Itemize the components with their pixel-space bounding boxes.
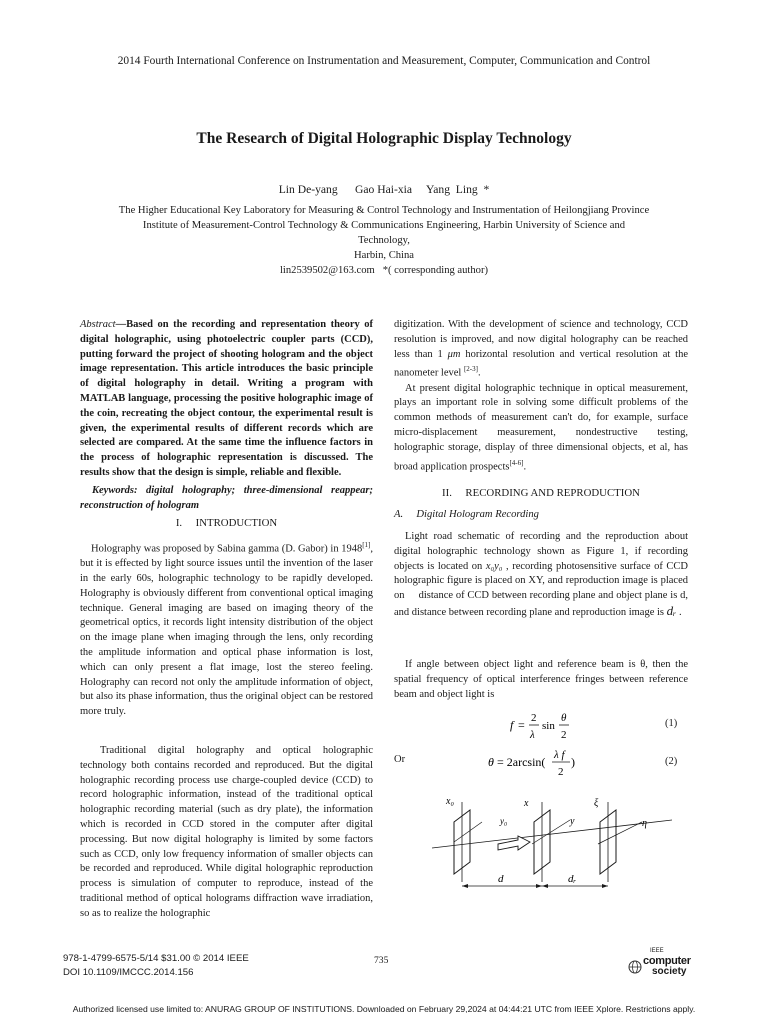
distance-d-arrow-right [536,884,542,888]
logo-ieee-text: IEEE [650,948,664,954]
label-d: d [498,873,504,885]
citation-ref-2-3: [2-3] [463,365,478,374]
label-x0: x₀ [446,796,454,807]
affiliation-line-2: Institute of Measurement-Control Technology & Communications Engineering, Harbin University of Science and Technology, [142,220,626,246]
equation-2-number: (2) [665,756,678,767]
intro-p1-text-b: , but it is effected by light source issues until the invention of the laser in the early 60s, holographic technology to be rapidly developed. Holography is obviously different from conventional optical imaging technique. General imaging are based on imaging theory of the geometrical optics, it records light intensity distribution of the object on the image plane when imaging through the lens, only recording the amplitude information and optical phase information is lost, which can only present a flat image, lost the stereo feeling. Holography can record not only the amplitude information of object, but also its phase information, thus the original object can be restored more truly. [80,543,373,718]
license-notice: Authorized licensed use limited to: ANURAG GROUP OF INSTITUTIONS. Downloaded on February 29,2024 at 04:44:21 UTC from IEEE Xplore. Restrictions apply. [72,1004,696,1014]
section-heading-recording: II. RECORDING AND REPRODUCTION [442,487,640,499]
svg-text:=: = [518,718,525,732]
y0-axis-line [454,822,482,842]
right-p1-text-a: digitization. With the development of science and technology, CCD resolution is improved, and now digital holography can be reached less than 1 [394,319,688,360]
right-p1-text-b: horizontal resolution and vertical resolution at the nanometer level [394,348,689,379]
optical-path-diagram [420,792,680,908]
right-p3-text-c: . [676,606,682,618]
label-x: x [524,798,529,809]
right-p1-text-c: . [477,367,481,379]
right-p3-text-a: Light road schematic of recording and the reproduction about digital holographic technology shown as Figure 1, if recording objects is located on [394,531,688,572]
paper-title: The Research of Digital Holographic Display Technology [196,130,572,147]
right-p2-text-c: . [523,461,527,473]
unit-micrometer: μm [447,348,461,360]
section-heading-introduction: I. INTRODUCTION [175,517,278,529]
footer-doi: DOI 10.1109/IMCCC.2014.156 [63,967,194,978]
subsection-heading-a: A. Digital Hologram Recording [394,509,539,520]
conference-header: 2014 Fourth International Conference on Instrumentation and Measurement, Computer, Communication and Control [117,55,651,67]
paper-authors: Lin De-yang Gao Hai-xia Yang Ling * [278,183,490,196]
citation-ref-4-6: [4-6] [509,458,524,467]
equation-2 [488,745,618,781]
logo-computer-text: computer [643,955,691,967]
equation-1-number: (1) [665,718,678,729]
equation-2-or: Or [394,754,406,765]
citation-ref-1: [1] [362,541,371,549]
intro-p1-text-a: Holography was proposed by Sabina gamma (D. Gabor) in 1948 [91,543,363,555]
var-x0y0: x₀y₀ [485,560,503,572]
eta-axis-line [598,822,642,844]
intro-p2-text: Traditional digital holography and optical holographic technology both contains recorded and reproduced. But the digital holographic recording process use charge-coupled device (CCD) to record holographic information, instead of the traditional optical holographic recording material (such as dry plate), the information which is recorded in CCD stored in the computer after digital processing. But now digital holography is limited by some factors such as CCD, only low frequency information of smaller objects can be recorded and reproduced. While digital holographic reproduction process is simulation of computer to reproduce, instead of the traditional method of optical holograms diffraction wave irradiation, so as to realize the holographic [80,745,373,919]
distance-dr-arrow-left [542,884,548,888]
abstract-text: —Based on the recording and representation theory of digital holographic, using photoelectric coupler parts (CCD), putting forward the project of shooting hologram and the object image representation. This article introduces the basic principle of digital holography in detail. Writing a program with MATLAB language, processing the positive holographic image of the coin, recreating the object contour, the experimental result is given, the experimental results of different records which are selected are compared. At the same time the influence factors in the process of holographic representation is discussed. The results show that the design is simple, reliable and flexible. [80,319,373,478]
equation-1-graphic [510,708,590,744]
keywords: Keywords: digital holography; three-dimensional reappear; reconstruction of hologram [80,485,373,511]
globe-icon [628,960,642,974]
y-axis-line [532,820,570,844]
equation-2-graphic [488,745,618,781]
footer-isbn: 978-1-4799-6575-5/14 $31.00 © 2014 IEEE [63,953,249,964]
label-y0: y₀ [500,816,508,826]
svg-text:λ f: λ f [554,749,565,761]
label-eta: η [642,818,647,829]
svg-text:): ) [571,755,575,769]
svg-text:2: 2 [531,712,537,724]
label-y: y [570,816,575,827]
svg-text:θ: θ [561,712,567,724]
distance-dr-arrow-right [602,884,608,888]
svg-text:f: f [510,718,514,732]
logo-society-text: society [652,966,687,977]
introduction-paragraph-2 [80,744,373,922]
abstract-lead: Abstract [80,319,116,330]
label-dr: dᵣ [568,873,577,885]
equation-1 [510,708,590,744]
label-xi: ξ [594,798,599,809]
right-p2-text-a: At present digital holographic technique in optical measurement, plays an important role in solving some difficult problems of the common methods of measurement can't do, for example, surface micro-displacement measurement, nondestructive testing, holographic storage, display of three dimensional objects, et al, has broad application prospects [394,382,688,473]
svg-text:2: 2 [558,766,564,778]
abstract-block [80,318,373,481]
introduction-paragraph-1 [80,538,373,720]
right-p3-text-b: , recording photosensitive surface of CCD holographic figure is placed on XY, and reproduction image is placed on distance of CCD between recording plane and object plane is d, and distance between recording plane and reproduction image is [394,560,691,618]
right-paragraph-1 [394,318,688,475]
affiliation-block [60,203,708,278]
figure-1 [420,792,680,908]
svg-text:sin: sin [542,720,555,732]
right-p4-text: If angle between object light and reference beam is θ, then the spatial frequency of optical interference fringes between reference beam and object light is [394,659,688,700]
var-dr: dᵣ [666,602,677,618]
affiliation-line-1: The Higher Educational Key Laboratory for Measuring & Control Technology and Instrumentation of Heilongjiang Province [118,205,650,216]
svg-text:θ: θ [488,755,494,769]
svg-text:λ: λ [530,729,535,741]
optical-axis-line [432,820,672,848]
affiliation-location: Harbin, China [353,250,415,261]
corresponding-email: lin2539502@163.com *( corresponding author) [279,265,489,276]
distance-d-arrow-left [462,884,468,888]
right-paragraph-4 [394,658,688,702]
page-number: 735 [374,955,389,966]
ieee-computer-society-logo [628,948,708,980]
svg-text:2: 2 [561,729,567,741]
right-paragraph-3 [394,530,691,621]
svg-text:= 2arcsin(: = 2arcsin( [497,755,546,769]
